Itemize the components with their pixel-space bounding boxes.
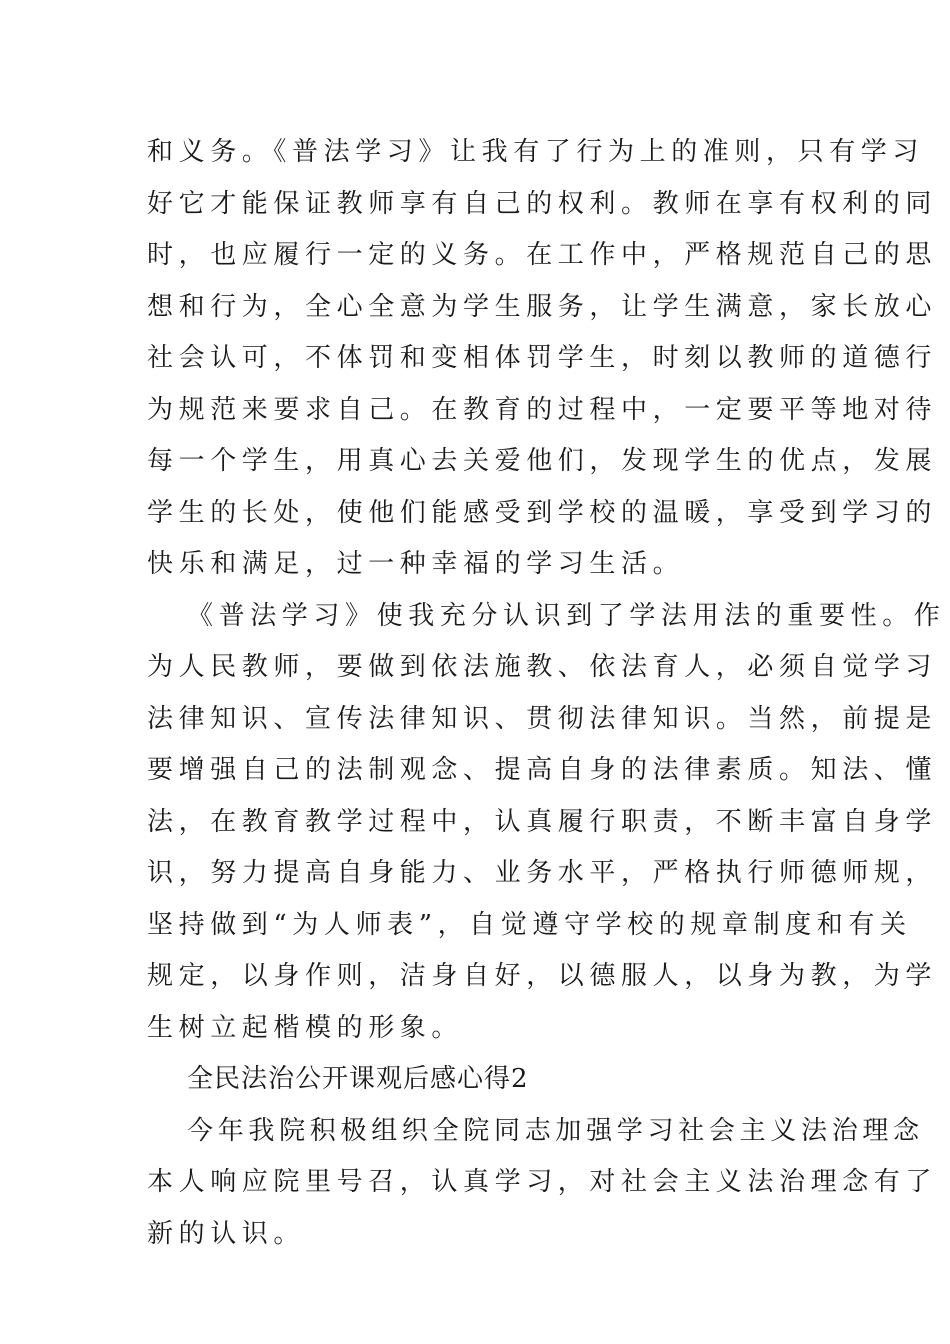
text-line: 法，在教育教学过程中，认真履行职责，不断丰富自身学 [147,806,938,837]
text-line: 本人响应院里号召，认真学习，对社会主义法治理念有了 [147,1167,938,1197]
text-line: 坚持做到“为人师表”，自觉遵守学校的规章制度和有关 [147,909,912,940]
paragraph-first-line: 《普法学习》使我充分认识到了学法用法的重要性。作 [187,600,946,631]
section-heading: 全民法治公开课观后感心得2 [187,1064,529,1094]
document-body [147,127,946,1260]
text-line: 法律知识、宣传法律知识、贯彻法律知识。当然，前提是 [147,703,938,734]
text-line: 新的认识。 [147,1218,306,1249]
text-line: 为规范来要求自己。在教育的过程中，一定要平等地对待 [147,394,938,425]
text-line: 快乐和满足，过一种幸福的学习生活。 [147,549,685,579]
text-line: 要增强自己的法制观念、提高自身的法律素质。知法、懂 [147,755,938,785]
text-line: 为人民教师，要做到依法施教、依法育人，必须自觉学习 [147,652,938,682]
text-line: 社会认可，不体罚和变相体罚学生，时刻以教师的道德行 [147,343,938,373]
text-line: 识，努力提高自身能力、业务水平，严格执行师德师规， [147,858,938,888]
text-line: 想和行为，全心全意为学生服务，让学生满意，家长放心 [147,291,938,322]
text-line: 学生的长处，使他们能感受到学校的温暖，享受到学习的 [147,497,938,528]
text-line: 时，也应履行一定的义务。在工作中，严格规范自己的思 [147,240,938,270]
text-line: 好它才能保证教师享有自己的权利。教师在享有权利的同 [147,188,938,219]
paragraph-first-line: 今年我院积极组织全院同志加强学习社会主义法治理念 [187,1115,924,1146]
text-line: 每一个学生，用真心去关爱他们，发现学生的优点，发展 [147,446,938,476]
text-line: 生树立起楷模的形象。 [147,1012,464,1043]
text-line: 规定，以身作则，洁身自好，以德服人，以身为教，为学 [147,961,938,991]
text-line: 和义务。《普法学习》让我有了行为上的准则，只有学习 [147,137,925,167]
